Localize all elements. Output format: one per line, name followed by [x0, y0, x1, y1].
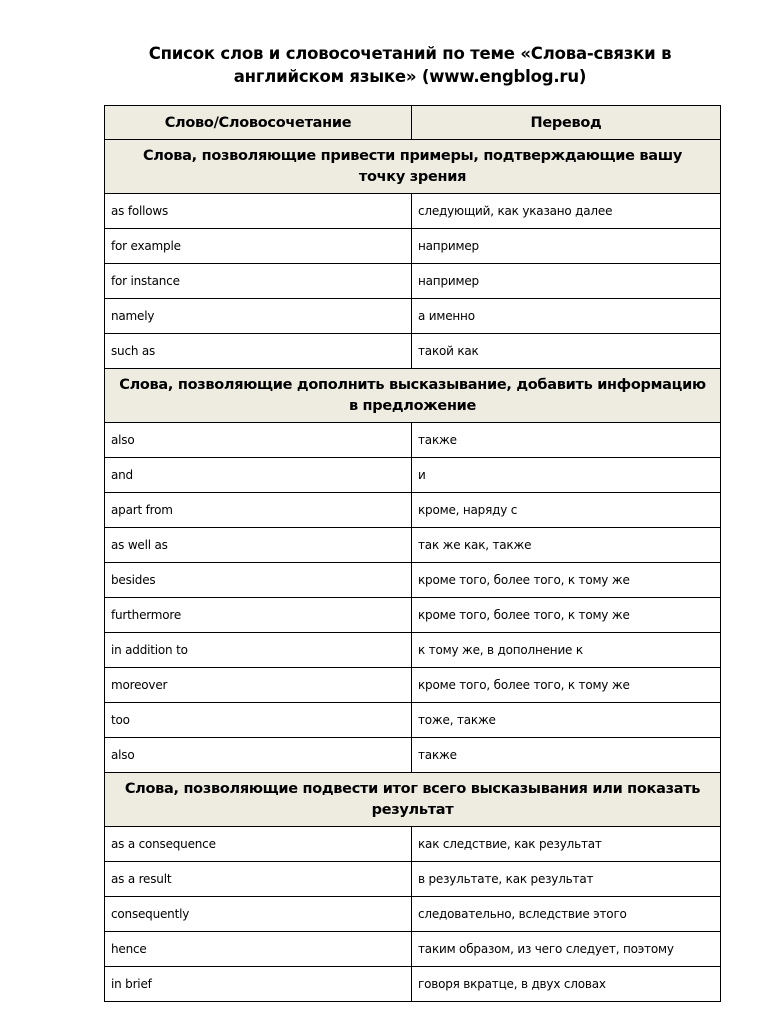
section-heading: Слова, позволяющие подвести итог всего высказывания или показать результат [105, 773, 721, 827]
word-cell: too [105, 703, 412, 738]
vocabulary-table [104, 105, 721, 1002]
translation-cell: такой как [412, 334, 721, 369]
header-translation: Перевод [412, 106, 721, 140]
translation-cell: следующий, как указано далее [412, 194, 721, 229]
table-row [105, 334, 721, 369]
translation-cell: также [412, 738, 721, 773]
section-heading: Слова, позволяющие привести примеры, подтверждающие вашу точку зрения [105, 140, 721, 194]
table-row [105, 598, 721, 633]
word-cell: for instance [105, 264, 412, 299]
section-row [105, 369, 721, 423]
word-cell: as a consequence [105, 827, 412, 862]
translation-cell: как следствие, как результат [412, 827, 721, 862]
table-row [105, 264, 721, 299]
translation-cell: например [412, 264, 721, 299]
word-cell: moreover [105, 668, 412, 703]
table-header-row [105, 106, 721, 140]
translation-cell: так же как, также [412, 528, 721, 563]
word-cell: also [105, 738, 412, 773]
word-cell: namely [105, 299, 412, 334]
table-row [105, 528, 721, 563]
document-title: Список слов и словосочетаний по теме «Слова-связки в английском языке» (www.engblog.ru) [148, 44, 672, 86]
word-cell: hence [105, 932, 412, 967]
table-row [105, 563, 721, 598]
table-row [105, 827, 721, 862]
translation-cell: а именно [412, 299, 721, 334]
translation-cell: кроме того, более того, к тому же [412, 598, 721, 633]
word-cell: furthermore [105, 598, 412, 633]
table-row [105, 897, 721, 932]
word-cell: and [105, 458, 412, 493]
translation-cell: и [412, 458, 721, 493]
header-word: Слово/Словосочетание [105, 106, 412, 140]
section-heading: Слова, позволяющие дополнить высказывание, добавить информацию в предложение [105, 369, 721, 423]
translation-cell: кроме того, более того, к тому же [412, 668, 721, 703]
word-cell: besides [105, 563, 412, 598]
translation-cell: кроме, наряду с [412, 493, 721, 528]
translation-cell: тоже, также [412, 703, 721, 738]
table-row [105, 229, 721, 264]
section-row [105, 140, 721, 194]
table-row [105, 668, 721, 703]
table-row [105, 932, 721, 967]
word-cell: as follows [105, 194, 412, 229]
table-row [105, 967, 721, 1002]
word-cell: such as [105, 334, 412, 369]
translation-cell: кроме того, более того, к тому же [412, 563, 721, 598]
vocabulary-table-body [105, 106, 721, 1002]
table-row [105, 862, 721, 897]
word-cell: as a result [105, 862, 412, 897]
translation-cell: говоря вкратце, в двух словах [412, 967, 721, 1002]
table-row [105, 493, 721, 528]
translation-cell: к тому же, в дополнение к [412, 633, 721, 668]
table-row [105, 194, 721, 229]
translation-cell: например [412, 229, 721, 264]
translation-cell: следовательно, вследствие этого [412, 897, 721, 932]
translation-cell: в результате, как результат [412, 862, 721, 897]
word-cell: as well as [105, 528, 412, 563]
word-cell: apart from [105, 493, 412, 528]
word-cell: consequently [105, 897, 412, 932]
translation-cell: таким образом, из чего следует, поэтому [412, 932, 721, 967]
word-cell: in addition to [105, 633, 412, 668]
word-cell: also [105, 423, 412, 458]
table-row [105, 738, 721, 773]
section-row [105, 773, 721, 827]
table-row [105, 299, 721, 334]
table-row [105, 633, 721, 668]
translation-cell: также [412, 423, 721, 458]
table-row [105, 423, 721, 458]
word-cell: for example [105, 229, 412, 264]
word-cell: in brief [105, 967, 412, 1002]
table-row [105, 703, 721, 738]
table-row [105, 458, 721, 493]
